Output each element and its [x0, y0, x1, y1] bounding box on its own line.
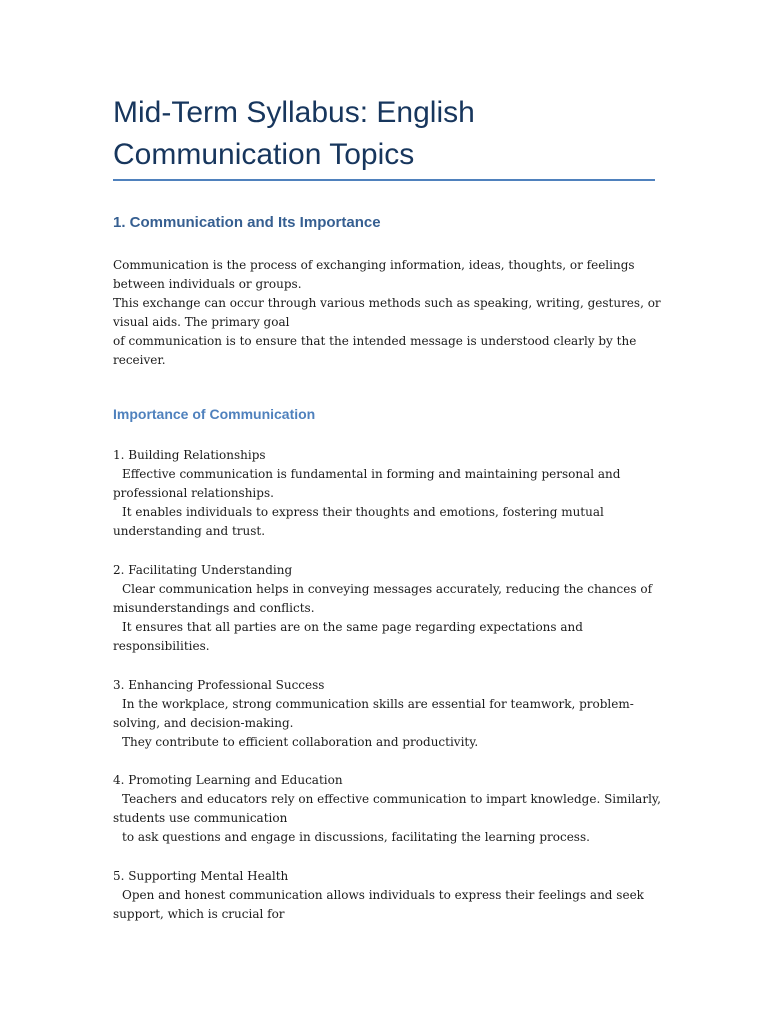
item-line: Effective communication is fundamental in forming and maintaining personal and	[122, 467, 621, 482]
item-line: It ensures that all parties are on the same page regarding expectations and	[122, 620, 583, 635]
item-line: responsibilities.	[113, 639, 210, 654]
intro-line: Communication is the process of exchanging information, ideas, thoughts, or feelings	[113, 258, 635, 272]
item-title: 4. Promoting Learning and Education	[113, 773, 343, 787]
intro-line: between individuals or groups.	[113, 277, 302, 292]
title-underline-rule	[113, 179, 655, 181]
item-line: It enables individuals to express their thoughts and emotions, fostering mutual	[122, 505, 604, 520]
intro-line: This exchange can occur through various methods such as speaking, writing, gestures, or	[113, 296, 661, 311]
item-line: In the workplace, strong communication skills are essential for teamwork, problem-	[122, 697, 634, 712]
subsection-heading-importance: Importance of Communication	[113, 406, 316, 422]
item-title: 3. Enhancing Professional Success	[113, 678, 325, 692]
item-line: to ask questions and engage in discussions, facilitating the learning process.	[122, 830, 590, 845]
title-line-1: Mid-Term Syllabus: English	[113, 96, 475, 129]
section-heading-communication: 1. Communication and Its Importance	[113, 214, 381, 231]
item-line: Clear communication helps in conveying messages accurately, reducing the chances of	[122, 582, 653, 597]
importance-item-3	[113, 676, 655, 752]
importance-item-5	[113, 867, 655, 924]
intro-line: visual aids. The primary goal	[113, 315, 290, 330]
intro-line: of communication is to ensure that the intended message is understood clearly by the	[113, 334, 637, 349]
item-title: 2. Facilitating Understanding	[113, 563, 293, 577]
item-line: professional relationships.	[113, 486, 274, 501]
item-line: Teachers and educators rely on effective communication to impart knowledge. Similarly,	[122, 792, 661, 807]
title-line-2: Communication Topics	[113, 138, 415, 171]
intro-paragraph	[113, 256, 661, 371]
importance-item-1	[113, 446, 655, 541]
item-line: understanding and trust.	[113, 524, 266, 539]
item-line: solving, and decision-making.	[113, 716, 294, 731]
item-title: 1. Building Relationships	[113, 448, 266, 462]
importance-item-2	[113, 561, 655, 656]
item-line: They contribute to efficient collaboration and productivity.	[122, 735, 479, 750]
item-line: misunderstandings and conflicts.	[113, 601, 315, 616]
importance-item-4	[113, 771, 661, 847]
document-title	[113, 92, 655, 176]
intro-line: receiver.	[113, 353, 166, 368]
item-title: 5. Supporting Mental Health	[113, 869, 289, 883]
item-line: students use communication	[113, 811, 288, 826]
item-line: support, which is crucial for	[113, 907, 285, 922]
item-line: Open and honest communication allows individuals to express their feelings and seek	[122, 888, 644, 903]
